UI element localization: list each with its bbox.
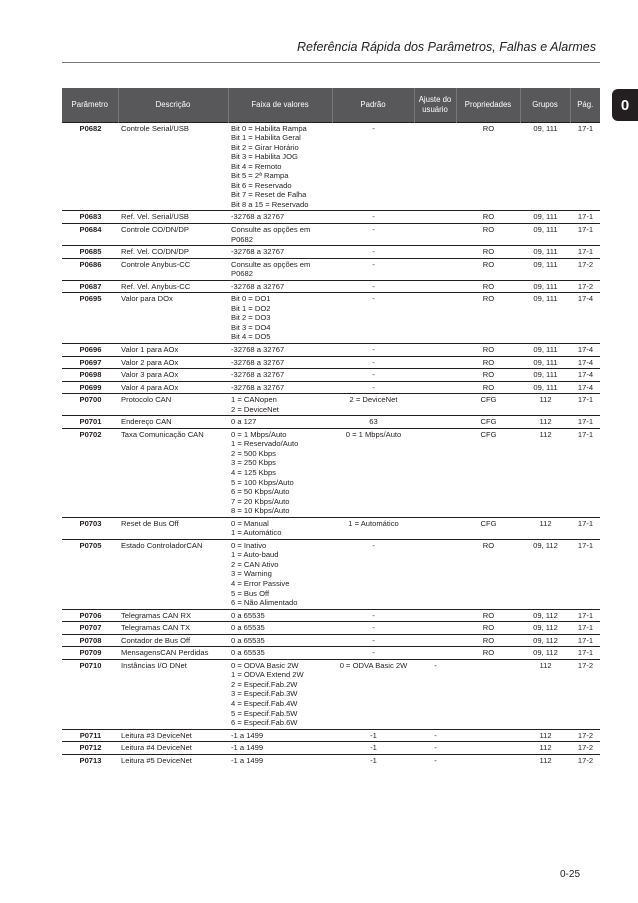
cell-propriedades: RO: [456, 280, 520, 293]
cell-faixa: [228, 742, 332, 755]
faixa-line: Consulte as opções em: [231, 224, 311, 234]
cell-ajuste: [414, 647, 456, 660]
cell-propriedades: RO: [456, 622, 520, 635]
cell-pag: 17-1: [570, 122, 600, 211]
cell-ajuste: [414, 381, 456, 394]
faixa-line: -32768 a 32767: [231, 344, 285, 354]
table-row: [62, 246, 600, 259]
faixa-line: 0 a 65535: [231, 635, 265, 645]
table-row: [62, 394, 600, 416]
header-rule: [62, 62, 600, 63]
cell-padrao: -: [332, 609, 414, 622]
cell-padrao: 0 = 1 Mbps/Auto: [332, 428, 414, 517]
cell-faixa: [228, 647, 332, 660]
faixa-line: 4 = Especif.Fab.4W: [231, 699, 298, 709]
faixa-line: 6 = Especif.Fab.6W: [231, 718, 298, 728]
faixa-line: 0 = 1 Mbps/Auto: [231, 429, 287, 439]
cell-parametro: P0683: [62, 211, 118, 224]
cell-grupos: 09, 111: [520, 293, 570, 344]
cell-grupos: 09, 112: [520, 647, 570, 660]
col-header-padrao: Padrão: [332, 88, 414, 122]
faixa-line: Consulte as opções em: [231, 259, 311, 269]
cell-padrao: -: [332, 211, 414, 224]
cell-descricao: Contador de Bus Off: [118, 634, 228, 647]
cell-parametro: P0711: [62, 729, 118, 742]
cell-descricao: Ref. Vel. Anybus-CC: [118, 280, 228, 293]
cell-parametro: P0684: [62, 223, 118, 245]
cell-grupos: 09, 112: [520, 622, 570, 635]
cell-faixa: [228, 634, 332, 647]
cell-faixa: [228, 381, 332, 394]
cell-padrao: -: [332, 258, 414, 280]
cell-ajuste: [414, 369, 456, 382]
cell-propriedades: CFG: [456, 517, 520, 539]
cell-faixa: [228, 258, 332, 280]
cell-propriedades: CFG: [456, 394, 520, 416]
cell-grupos: 09, 112: [520, 539, 570, 609]
cell-pag: 17-2: [570, 729, 600, 742]
cell-ajuste: -: [414, 659, 456, 729]
faixa-line: 8 = 10 Kbps/Auto: [231, 506, 290, 516]
cell-propriedades: RO: [456, 539, 520, 609]
cell-pag: 17-1: [570, 211, 600, 224]
faixa-line: Bit 5 = 2ª Rampa: [231, 171, 289, 181]
faixa-line: -32768 a 32767: [231, 212, 285, 222]
table-row: [62, 211, 600, 224]
faixa-line: 2 = 500 Kbps: [231, 448, 276, 458]
table-row: [62, 647, 600, 660]
col-header-grupos: Grupos: [520, 88, 570, 122]
cell-descricao: MensagensCAN Perdidas: [118, 647, 228, 660]
cell-faixa: [228, 622, 332, 635]
cell-propriedades: RO: [456, 258, 520, 280]
faixa-line: P0682: [231, 234, 253, 244]
cell-propriedades: CFG: [456, 428, 520, 517]
cell-padrao: 1 = Automático: [332, 517, 414, 539]
faixa-line: 3 = Warning: [231, 569, 272, 579]
faixa-line: 2 = Especif.Fab.2W: [231, 679, 298, 689]
cell-ajuste: [414, 211, 456, 224]
table-row: [62, 416, 600, 429]
table-row: [62, 754, 600, 766]
cell-ajuste: [414, 394, 456, 416]
cell-descricao: Valor 3 para AOx: [118, 369, 228, 382]
faixa-line: -32768 a 32767: [231, 382, 285, 392]
cell-pag: 17-2: [570, 742, 600, 755]
cell-parametro: P0710: [62, 659, 118, 729]
cell-ajuste: [414, 223, 456, 245]
cell-faixa: [228, 394, 332, 416]
table-row: [62, 356, 600, 369]
cell-faixa: [228, 369, 332, 382]
cell-padrao: -: [332, 539, 414, 609]
faixa-line: 2 = CAN Ativo: [231, 559, 279, 569]
cell-padrao: -: [332, 369, 414, 382]
cell-pag: 17-2: [570, 659, 600, 729]
faixa-line: Bit 6 = Reservado: [231, 180, 292, 190]
faixa-line: 5 = 100 Kbps/Auto: [231, 477, 294, 487]
table-row: [62, 428, 600, 517]
cell-ajuste: [414, 609, 456, 622]
cell-grupos: 09, 111: [520, 211, 570, 224]
cell-parametro: P0713: [62, 754, 118, 766]
cell-faixa: [228, 246, 332, 259]
cell-parametro: P0709: [62, 647, 118, 660]
faixa-line: -32768 a 32767: [231, 370, 285, 380]
cell-propriedades: RO: [456, 609, 520, 622]
cell-faixa: [228, 223, 332, 245]
cell-pag: 17-4: [570, 356, 600, 369]
cell-grupos: 112: [520, 742, 570, 755]
cell-faixa: [228, 280, 332, 293]
cell-padrao: -: [332, 381, 414, 394]
cell-grupos: 09, 111: [520, 258, 570, 280]
cell-pag: 17-1: [570, 539, 600, 609]
chapter-tab: 0: [612, 89, 638, 121]
cell-propriedades: [456, 659, 520, 729]
cell-ajuste: [414, 356, 456, 369]
faixa-line: Bit 8 a 15 = Reservado: [231, 199, 309, 209]
cell-propriedades: RO: [456, 647, 520, 660]
cell-descricao: Estado ControladorCAN: [118, 539, 228, 609]
cell-parametro: P0685: [62, 246, 118, 259]
cell-ajuste: [414, 539, 456, 609]
cell-parametro: P0703: [62, 517, 118, 539]
faixa-line: -32768 a 32767: [231, 281, 285, 291]
cell-parametro: P0700: [62, 394, 118, 416]
cell-propriedades: RO: [456, 356, 520, 369]
cell-grupos: 09, 111: [520, 356, 570, 369]
table-row: [62, 122, 600, 211]
faixa-line: 0 = Inativo: [231, 540, 267, 550]
cell-parametro: P0697: [62, 356, 118, 369]
cell-descricao: Leitura #5 DeviceNet: [118, 754, 228, 766]
cell-parametro: P0695: [62, 293, 118, 344]
cell-parametro: P0698: [62, 369, 118, 382]
cell-ajuste: [414, 517, 456, 539]
cell-grupos: 09, 111: [520, 223, 570, 245]
cell-faixa: [228, 539, 332, 609]
cell-ajuste: [414, 258, 456, 280]
cell-padrao: 0 = ODVA Basic 2W: [332, 659, 414, 729]
col-header-faixa: Faixa de valores: [228, 88, 332, 122]
table-row: [62, 343, 600, 356]
table-header-row: [62, 88, 600, 122]
cell-pag: 17-1: [570, 622, 600, 635]
cell-faixa: [228, 428, 332, 517]
faixa-line: 5 = Especif.Fab.5W: [231, 708, 298, 718]
faixa-line: 0 a 127: [231, 417, 257, 427]
cell-parametro: P0682: [62, 122, 118, 211]
cell-ajuste: [414, 622, 456, 635]
table-row: [62, 381, 600, 394]
cell-faixa: [228, 754, 332, 766]
cell-descricao: Telegramas CAN TX: [118, 622, 228, 635]
cell-parametro: P0687: [62, 280, 118, 293]
cell-pag: 17-4: [570, 343, 600, 356]
cell-grupos: 112: [520, 416, 570, 429]
faixa-line: Bit 2 = DO3: [231, 313, 271, 323]
cell-grupos: 09, 112: [520, 634, 570, 647]
faixa-line: 5 = Bus Off: [231, 588, 270, 598]
cell-grupos: 112: [520, 659, 570, 729]
faixa-line: Bit 0 = DO1: [231, 294, 271, 304]
cell-pag: 17-1: [570, 428, 600, 517]
faixa-line: 0 a 65535: [231, 648, 265, 658]
cell-grupos: 112: [520, 394, 570, 416]
cell-descricao: Reset de Bus Off: [118, 517, 228, 539]
faixa-line: Bit 1 = DO2: [231, 303, 271, 313]
cell-grupos: 09, 111: [520, 381, 570, 394]
table-row: [62, 223, 600, 245]
faixa-line: Bit 7 = Reset de Falha: [231, 190, 307, 200]
cell-padrao: 63: [332, 416, 414, 429]
cell-parametro: P0708: [62, 634, 118, 647]
cell-propriedades: RO: [456, 634, 520, 647]
table-row: [62, 517, 600, 539]
cell-faixa: [228, 211, 332, 224]
cell-grupos: 09, 111: [520, 122, 570, 211]
cell-padrao: -: [332, 634, 414, 647]
cell-parametro: P0686: [62, 258, 118, 280]
cell-padrao: -: [332, 622, 414, 635]
cell-parametro: P0705: [62, 539, 118, 609]
col-header-parametro: Parâmetro: [71, 99, 108, 109]
cell-descricao: Controle Anybus-CC: [118, 258, 228, 280]
cell-parametro: P0699: [62, 381, 118, 394]
cell-grupos: 09, 111: [520, 280, 570, 293]
cell-padrao: -1: [332, 729, 414, 742]
cell-descricao: Leitura #4 DeviceNet: [118, 742, 228, 755]
faixa-line: Bit 3 = DO4: [231, 322, 271, 332]
faixa-line: Bit 1 = Habilita Geral: [231, 133, 301, 143]
cell-grupos: 112: [520, 517, 570, 539]
cell-grupos: 09, 111: [520, 369, 570, 382]
cell-propriedades: [456, 742, 520, 755]
cell-descricao: Valor 4 para AOx: [118, 381, 228, 394]
faixa-line: 1 = Automático: [231, 528, 282, 538]
cell-propriedades: [456, 729, 520, 742]
faixa-line: 3 = 250 Kbps: [231, 458, 276, 468]
cell-parametro: P0707: [62, 622, 118, 635]
cell-descricao: Ref. Vel. Serial/USB: [118, 211, 228, 224]
faixa-line: 6 = Não Alimentado: [231, 598, 298, 608]
faixa-line: -1 a 1499: [231, 755, 264, 765]
table-row: [62, 293, 600, 344]
faixa-line: -32768 a 32767: [231, 357, 285, 367]
table-row: [62, 258, 600, 280]
cell-ajuste: [414, 428, 456, 517]
cell-ajuste: -: [414, 729, 456, 742]
faixa-line: P0682: [231, 269, 253, 279]
cell-faixa: [228, 343, 332, 356]
table-row: [62, 280, 600, 293]
cell-faixa: [228, 356, 332, 369]
cell-pag: 17-2: [570, 280, 600, 293]
cell-descricao: Controle CO/DN/DP: [118, 223, 228, 245]
page-header-title: Referência Rápida dos Parâmetros, Falhas e Alarmes: [297, 40, 596, 54]
cell-descricao: Valor 1 para AOx: [118, 343, 228, 356]
cell-ajuste: [414, 293, 456, 344]
faixa-line: -1 a 1499: [231, 730, 264, 740]
col-header-descricao: Descrição: [118, 88, 228, 122]
faixa-line: 1 = Auto-baud: [231, 550, 279, 560]
cell-grupos: 112: [520, 754, 570, 766]
cell-faixa: [228, 609, 332, 622]
faixa-line: Bit 4 = DO5: [231, 332, 271, 342]
table-row: [62, 729, 600, 742]
cell-grupos: 09, 112: [520, 609, 570, 622]
cell-ajuste: [414, 343, 456, 356]
faixa-line: 3 = Especif.Fab.3W: [231, 689, 298, 699]
cell-ajuste: [414, 416, 456, 429]
faixa-line: 0 a 65535: [231, 623, 265, 633]
cell-padrao: -: [332, 122, 414, 211]
cell-descricao: Valor 2 para AOx: [118, 356, 228, 369]
table-row: [62, 609, 600, 622]
cell-padrao: -: [332, 280, 414, 293]
col-header-ajuste: Ajuste do usuário: [414, 88, 456, 122]
cell-faixa: [228, 659, 332, 729]
faixa-line: -32768 a 32767: [231, 247, 285, 257]
table-row: [62, 539, 600, 609]
cell-pag: 17-1: [570, 517, 600, 539]
cell-padrao: -: [332, 223, 414, 245]
cell-faixa: [228, 729, 332, 742]
table-row: [62, 634, 600, 647]
cell-pag: 17-1: [570, 223, 600, 245]
table-body: [62, 122, 600, 766]
cell-pag: 17-4: [570, 293, 600, 344]
table-row: [62, 622, 600, 635]
cell-descricao: Instâncias I/O DNet: [118, 659, 228, 729]
cell-faixa: [228, 416, 332, 429]
cell-parametro: P0696: [62, 343, 118, 356]
cell-ajuste: [414, 634, 456, 647]
cell-pag: 17-1: [570, 416, 600, 429]
cell-ajuste: -: [414, 754, 456, 766]
cell-grupos: 112: [520, 729, 570, 742]
cell-descricao: Ref. Vel. CO/DN/DP: [118, 246, 228, 259]
cell-descricao: Taxa Comunicação CAN: [118, 428, 228, 517]
cell-padrao: -: [332, 293, 414, 344]
parameter-table: [62, 88, 600, 766]
cell-parametro: P0712: [62, 742, 118, 755]
cell-descricao: Endereço CAN: [118, 416, 228, 429]
cell-grupos: 09, 111: [520, 246, 570, 259]
cell-padrao: -: [332, 356, 414, 369]
cell-ajuste: [414, 246, 456, 259]
cell-propriedades: RO: [456, 223, 520, 245]
cell-parametro: P0702: [62, 428, 118, 517]
cell-faixa: [228, 122, 332, 211]
cell-propriedades: [456, 754, 520, 766]
cell-pag: 17-4: [570, 381, 600, 394]
cell-propriedades: RO: [456, 343, 520, 356]
cell-pag: 17-4: [570, 369, 600, 382]
cell-padrao: -1: [332, 754, 414, 766]
faixa-line: 0 = ODVA Basic 2W: [231, 660, 299, 670]
page-number: 0-25: [560, 869, 581, 880]
cell-ajuste: -: [414, 742, 456, 755]
cell-grupos: 09, 111: [520, 343, 570, 356]
cell-faixa: [228, 293, 332, 344]
cell-faixa: [228, 517, 332, 539]
cell-descricao: Leitura #3 DeviceNet: [118, 729, 228, 742]
cell-descricao: Protocolo CAN: [118, 394, 228, 416]
cell-pag: 17-2: [570, 258, 600, 280]
faixa-line: 0 = Manual: [231, 518, 269, 528]
parameter-table-container: [62, 88, 600, 766]
cell-propriedades: RO: [456, 293, 520, 344]
cell-descricao: Valor para DOx: [118, 293, 228, 344]
faixa-line: 4 = 125 Kbps: [231, 468, 276, 477]
cell-propriedades: CFG: [456, 416, 520, 429]
faixa-line: -1 a 1499: [231, 743, 264, 753]
cell-propriedades: RO: [456, 369, 520, 382]
cell-padrao: 2 = DeviceNet: [332, 394, 414, 416]
faixa-line: Bit 4 = Remoto: [231, 161, 282, 171]
cell-propriedades: RO: [456, 122, 520, 211]
cell-parametro: P0706: [62, 609, 118, 622]
cell-grupos: 112: [520, 428, 570, 517]
cell-padrao: -: [332, 343, 414, 356]
cell-padrao: -1: [332, 742, 414, 755]
cell-descricao: Controle Serial/USB: [118, 122, 228, 211]
table-row: [62, 742, 600, 755]
cell-propriedades: RO: [456, 246, 520, 259]
cell-parametro: P0701: [62, 416, 118, 429]
cell-padrao: -: [332, 647, 414, 660]
faixa-line: 2 = DeviceNet: [231, 404, 279, 414]
cell-ajuste: [414, 122, 456, 211]
faixa-line: Bit 2 = Girar Horário: [231, 142, 299, 152]
col-header-propriedades: Propriedades: [456, 88, 520, 122]
cell-pag: 17-1: [570, 609, 600, 622]
cell-padrao: -: [332, 246, 414, 259]
cell-ajuste: [414, 280, 456, 293]
cell-pag: 17-1: [570, 246, 600, 259]
cell-descricao: Telegramas CAN RX: [118, 609, 228, 622]
col-header-pag: Pág.: [570, 88, 600, 122]
faixa-line: Bit 3 = Habilita JOG: [231, 152, 298, 162]
faixa-line: 0 a 65535: [231, 610, 265, 620]
faixa-line: 1 = CANopen: [231, 395, 277, 405]
faixa-line: Bit 0 = Habilita Rampa: [231, 123, 307, 133]
faixa-line: 1 = Reservado/Auto: [231, 439, 299, 449]
cell-pag: 17-1: [570, 634, 600, 647]
faixa-line: 4 = Error Passive: [231, 579, 290, 589]
cell-pag: 17-1: [570, 647, 600, 660]
faixa-line: 1 = ODVA Extend 2W: [231, 670, 304, 680]
table-row: [62, 369, 600, 382]
cell-propriedades: RO: [456, 211, 520, 224]
cell-propriedades: RO: [456, 381, 520, 394]
cell-pag: 17-2: [570, 754, 600, 766]
faixa-line: 6 = 50 Kbps/Auto: [231, 487, 290, 497]
table-row: [62, 659, 600, 729]
cell-pag: 17-1: [570, 394, 600, 416]
faixa-line: 7 = 20 Kbps/Auto: [231, 496, 290, 506]
